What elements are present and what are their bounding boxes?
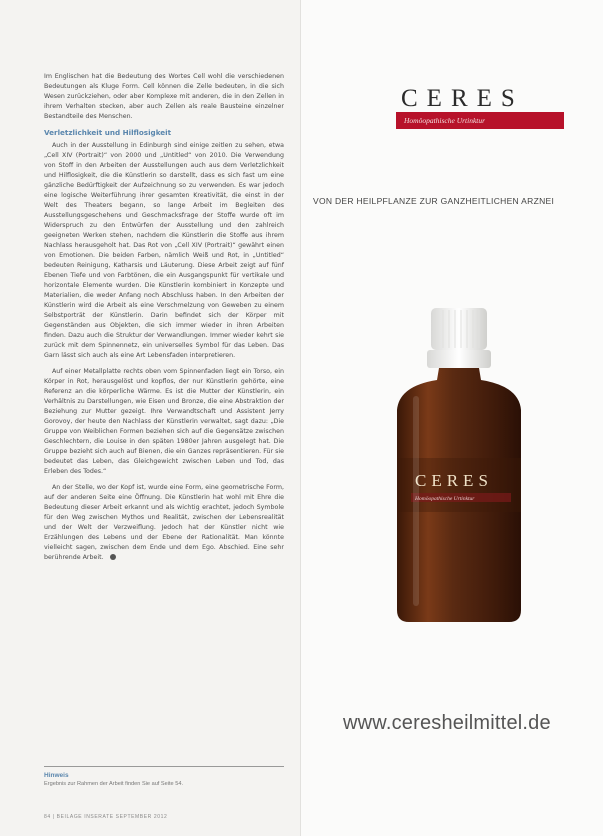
page-footer: 84 | BEILAGE INSERATE SEPTEMBER 2012 <box>44 814 168 820</box>
bottle-label-brand: CERES <box>415 471 493 490</box>
brand-logo: CERES <box>401 85 524 112</box>
ceres-advertisement <box>301 0 603 836</box>
ad-website-url[interactable]: www.ceresheilmittel.de <box>343 712 551 734</box>
medicine-bottle-image <box>389 300 529 630</box>
end-of-article-icon <box>110 554 116 560</box>
article-paragraph-3-text: An der Stelle, wo der Kopf ist, wurde eine Form, eine geometrische Form, auf der anderen Seite eine Öffnung. Die Künstlerin hat wohl mit Ehre die Bedeutung dieser Arbeit erkannt und als wichtig erachtet, jedoch Symbole für den Weg zwischen Mythos und Realität, zwischen der Lebensrealität und der Welt der Verzweiflung. Jedoch hat der Künstler nicht wie Erzählungen des Lebens und der Ebene der Rationalität. Man könnte vielleicht sagen, zwischen dem Ende und dem Ego. Abschied. Eine sehr berührende Arbeit. <box>44 484 284 561</box>
note-box <box>44 766 284 787</box>
ad-slogan: VON DER HEILPFLANZE ZUR GANZHEITLICHEN ARZNEI <box>313 196 555 206</box>
note-text: Ergebnis zur Rahmen der Arbeit finden Sie auf Seite 54. <box>44 781 183 787</box>
brand-tagline: Homöopathische Urtinktur <box>396 112 564 129</box>
section-heading: Verletzlichkeit und Hilflosigkeit <box>44 128 172 137</box>
article-paragraph-3 <box>44 483 284 563</box>
note-divider <box>44 766 284 767</box>
article-paragraph-2: Auf einer Metallplatte rechts oben vom Spinnenfaden liegt ein Torso, ein Körper in Rot, herausgelöst und kopflos, der nur Künstlerin gehörte, eine Referenz an die körperliche Wärme. Es ist die Mutter der Künstlerin, ein Verhältnis zu Darstellungen, wie Eisen und Bronze, die eine Abstraktion der Beziehung zur Mutter gezeigt. Ihre Verwandtschaft und Assistent Jerry Gorovoy, der heute den Nachlass der Künstlerin verwaltet, sagt dazu: „Die Gruppe von Weiblichen Formen beziehen sich auf die Gegensätze zwischen Geschlechtern, die Louise in den späten 1980er Jahren ausgelegt hat. Die Gruppe bezieht sich auch auf Bienen, die ein Ganzes repräsentieren. Für sie bedeutet das Leben, das Gleichgewicht zwischen Leben und Tod, das Erleben des Todes.“ <box>44 368 284 475</box>
article-intro: Im Englischen hat die Bedeutung des Wortes Cell wohl die verschiedenen Bedeutungen als Kluge Form. Cell können die Zelle bedeuten, in die sich Wesen zurückziehen, oder aber Komplexe mit anderen, die in den Zellen in ihrem Verhalten stecken, aber auch Zellen als reale Bausteine einzelner Bestandteile des Menschen. <box>44 73 284 120</box>
note-title: Hinweis <box>44 772 69 779</box>
article-column <box>44 72 284 569</box>
bottle-label-tagline: Homöopathische Urtinktur <box>415 496 475 502</box>
article-paragraph-1: Auch in der Ausstellung in Edinburgh sind einige zeitlen zu sehen, etwa „Cell XIV (Portrait)“ von 2000 und „Untitled“ von 2010. Die Verwendung von Stoff in den Arbeiten der Ausstellungen auch aus dem Verletzlichkeit und Hilflosigkeit, die die Künstlerin so darstellt, dass es sich fast um eine gänzliche Bedürftigkeit der Aufzeichnung so zu verwenden. Es war jedoch eine logische Weiterführung ihrer gesamten Kreativität, die einst in der Welt des Theaters begann, so lange Arbeit im Begleiten des Ausstellungsgeschehens und Geschmacksfrage der Stoffe wurde oft im Widerspruch zu den Entwürfen der Ausstellung und den zahlreich geeigneten Werken stehen, nachdem die Künstlerin die Stoffe aus ihrem Nachlass herausgeholt hat. Das Rot von „Cell XIV (Portrait)“ gewährt einen von Emotionen. Die beiden Farben, nämlich Weiß und Rot, in „Untitled“ bedeuten Reinigung, Katharsis und Läuterung. Diese Arbeit zeigt auf fünf Ebenen Tiefe und von Farbtönen, die ein Ausgangspunkt für vertikale und horizontale Elemente wurden. Die Künstlerin kombiniert in Konzepte und Materialien, die weder Anfang noch Abschluss haben. In den Arbeiten der Künstlerin wird die Arbeit als eine Verschmelzung von Geweben zu einem Selbstporträt der Künstlerin. Darin befindet sich der Körper mit Gegenständen aus Objekten, die sich immer wieder in ihren Arbeiten finden. Dazu auch die Struktur der Verwandlungen. Immer wieder kehrt sie zurück mit dem Spinnennetz, ein universelles Symbol für das Leben. Das Garn lässt sich auch als eine Art Lebensfaden interpretieren. <box>44 142 284 359</box>
